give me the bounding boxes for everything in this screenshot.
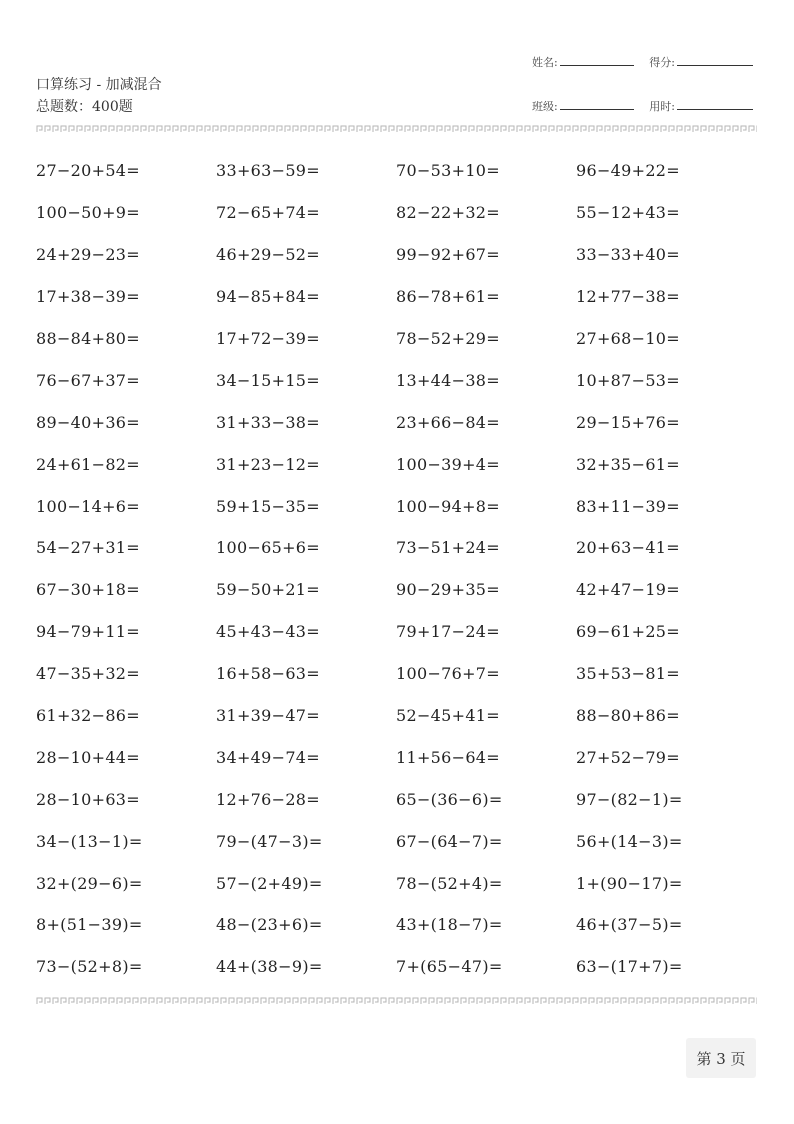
problem-item: 94−79+11= xyxy=(36,622,140,642)
problem-row xyxy=(36,695,757,737)
top-ornament-border xyxy=(36,125,757,133)
bottom-ornament-svg xyxy=(36,997,757,1005)
problem-item: 79+17−24= xyxy=(396,622,500,642)
problem-item: 44+(38−9)= xyxy=(216,957,323,977)
name-field[interactable] xyxy=(532,54,634,70)
problem-item: 32+(29−6)= xyxy=(36,873,143,893)
problem-item: 46+(37−5)= xyxy=(576,915,683,935)
worksheet-title: 口算练习 - 加减混合 xyxy=(36,77,162,93)
problem-item: 88−84+80= xyxy=(36,329,140,348)
problem-item: 100−65+6= xyxy=(216,538,320,558)
problem-row xyxy=(36,569,757,611)
meta-row-bottom xyxy=(532,98,753,114)
problem-row xyxy=(36,192,757,234)
problem-item: 8+(51−39)= xyxy=(36,915,143,935)
problem-item: 10+87−53= xyxy=(576,370,680,390)
score-field[interactable] xyxy=(649,54,753,70)
problem-item: 34+49−74= xyxy=(216,747,320,767)
problem-count: 总题数：400题 xyxy=(36,99,133,115)
problem-item: 78−52+29= xyxy=(396,329,500,348)
problem-item: 59−50+21= xyxy=(216,580,320,600)
problem-item: 56+(14−3)= xyxy=(576,831,683,851)
problem-item: 34−(13−1)= xyxy=(36,831,143,851)
problem-item: 65−(36−6)= xyxy=(396,789,503,809)
name-label: 姓名: xyxy=(532,56,558,69)
problem-item: 70−53+10= xyxy=(396,161,500,181)
problem-item: 12+76−28= xyxy=(216,789,320,809)
problem-row xyxy=(36,318,757,360)
problem-row xyxy=(36,653,757,695)
problem-item: 32+35−61= xyxy=(576,454,680,474)
problem-row xyxy=(36,820,757,862)
problem-item: 23+66−84= xyxy=(396,412,500,432)
problem-item: 78−(52+4)= xyxy=(396,873,503,893)
problem-item: 54−27+31= xyxy=(36,538,140,558)
problem-item: 94−85+84= xyxy=(216,287,320,307)
problem-row xyxy=(36,904,757,946)
bottom-ornament-border xyxy=(36,997,757,1005)
problem-item: 100−39+4= xyxy=(396,454,500,474)
problem-item: 28−10+63= xyxy=(36,789,140,809)
problem-row xyxy=(36,611,757,653)
problem-row xyxy=(36,862,757,904)
problem-item: 47−35+32= xyxy=(36,664,140,684)
problem-item: 45+43−43= xyxy=(216,622,320,642)
problem-item: 46+29−52= xyxy=(216,245,320,265)
problem-item: 63−(17+7)= xyxy=(576,957,683,977)
problem-item: 86−78+61= xyxy=(396,287,500,307)
problem-item: 13+44−38= xyxy=(396,370,500,390)
problem-item: 42+47−19= xyxy=(576,580,680,600)
meta-row-top xyxy=(532,54,753,70)
problem-row xyxy=(36,443,757,485)
problem-item: 69−61+25= xyxy=(576,622,680,642)
problem-item: 67−(64−7)= xyxy=(396,831,503,851)
problem-item: 89−40+36= xyxy=(36,412,140,432)
problem-item: 100−76+7= xyxy=(396,664,500,684)
problem-row xyxy=(36,485,757,527)
problem-item: 59+15−35= xyxy=(216,496,320,516)
problem-item: 67−30+18= xyxy=(36,580,140,600)
problem-row xyxy=(36,736,757,778)
problem-item: 31+23−12= xyxy=(216,454,320,474)
problem-item: 33−33+40= xyxy=(576,245,680,265)
time-field[interactable] xyxy=(649,98,753,114)
problem-grid xyxy=(36,150,757,988)
problem-item: 100−14+6= xyxy=(36,496,140,516)
problem-item: 20+63−41= xyxy=(576,538,680,558)
problem-row xyxy=(36,778,757,820)
score-label: 得分: xyxy=(649,56,675,69)
problem-item: 76−67+37= xyxy=(36,370,140,390)
problem-item: 82−22+32= xyxy=(396,203,500,223)
problem-item: 29−15+76= xyxy=(576,412,680,432)
problem-row xyxy=(36,946,757,988)
problem-row xyxy=(36,401,757,443)
problem-item: 73−51+24= xyxy=(396,538,500,558)
problem-item: 90−29+35= xyxy=(396,580,500,600)
problem-item: 88−80+86= xyxy=(576,706,680,726)
problem-item: 73−(52+8)= xyxy=(36,957,143,977)
problem-item: 28−10+44= xyxy=(36,747,140,767)
page-number-badge: 第 3 页 xyxy=(686,1038,756,1078)
problem-item: 27+52−79= xyxy=(576,747,680,767)
problem-item: 97−(82−1)= xyxy=(576,789,683,809)
problem-row xyxy=(36,276,757,318)
problem-item: 96−49+22= xyxy=(576,161,680,181)
score-blank[interactable] xyxy=(677,57,753,66)
problem-item: 52−45+41= xyxy=(396,706,500,726)
problem-item: 31+33−38= xyxy=(216,412,320,432)
problem-row xyxy=(36,234,757,276)
problem-item: 99−92+67= xyxy=(396,245,500,265)
class-label: 班级: xyxy=(532,100,558,113)
problem-row xyxy=(36,527,757,569)
problem-item: 57−(2+49)= xyxy=(216,873,323,893)
class-blank[interactable] xyxy=(560,101,634,110)
problem-item: 16+58−63= xyxy=(216,664,320,684)
problem-item: 27−20+54= xyxy=(36,161,140,181)
problem-item: 35+53−81= xyxy=(576,664,680,684)
problem-item: 27+68−10= xyxy=(576,329,680,348)
problem-row xyxy=(36,359,757,401)
problem-item: 61+32−86= xyxy=(36,706,140,726)
problem-item: 17+72−39= xyxy=(216,329,320,348)
problem-item: 12+77−38= xyxy=(576,287,680,307)
problem-item: 7+(65−47)= xyxy=(396,957,503,977)
problem-item: 17+38−39= xyxy=(36,287,140,307)
problem-item: 43+(18−7)= xyxy=(396,915,503,935)
problem-item: 24+29−23= xyxy=(36,245,140,265)
problem-item: 83+11−39= xyxy=(576,496,680,516)
time-label: 用时: xyxy=(649,100,675,113)
problem-item: 33+63−59= xyxy=(216,161,320,181)
name-blank[interactable] xyxy=(560,57,634,66)
problem-item: 34−15+15= xyxy=(216,370,320,390)
problem-item: 55−12+43= xyxy=(576,203,680,223)
problem-item: 24+61−82= xyxy=(36,454,140,474)
class-field[interactable] xyxy=(532,98,634,114)
time-blank[interactable] xyxy=(677,101,753,110)
top-ornament-svg xyxy=(36,125,757,133)
problem-item: 100−94+8= xyxy=(396,496,500,516)
problem-item: 72−65+74= xyxy=(216,203,320,223)
problem-item: 1+(90−17)= xyxy=(576,873,683,893)
problem-item: 79−(47−3)= xyxy=(216,831,323,851)
problem-item: 100−50+9= xyxy=(36,203,140,223)
problem-item: 11+56−64= xyxy=(396,747,500,767)
problem-row xyxy=(36,150,757,192)
problem-item: 31+39−47= xyxy=(216,706,320,726)
problem-item: 48−(23+6)= xyxy=(216,915,323,935)
